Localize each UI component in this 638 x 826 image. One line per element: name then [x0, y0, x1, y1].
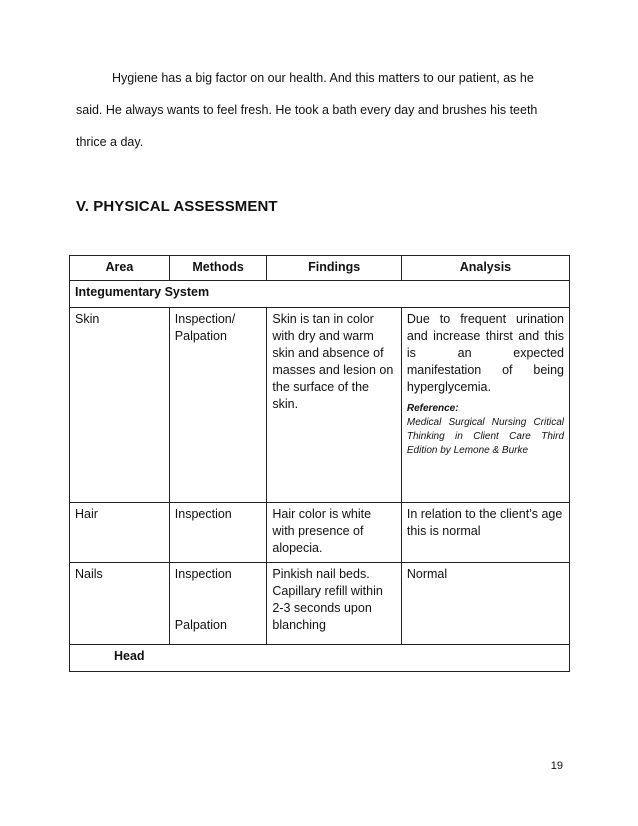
skin-reference-text: Medical Surgical Nursing Critical Thinking in Client Care Third Edition by Lemone & Burke: [406, 417, 564, 456]
intro-paragraph-line-2: [76, 94, 546, 126]
intro-line-3: thrice a day.: [76, 135, 144, 149]
section-row-head: [70, 645, 570, 672]
cell-hair-area: Hair: [70, 503, 170, 563]
cell-skin-findings: Skin is tan in color with dry and warm skin and absence of masses and lesion on the surface of the skin.: [267, 308, 401, 503]
cell-nails-area: Nails: [70, 563, 170, 645]
section-heading: V. PHYSICAL ASSESSMENT: [76, 198, 278, 215]
page-number: 19: [550, 760, 563, 772]
cell-skin-analysis: [401, 308, 569, 503]
section-integumentary-label: Integumentary System: [70, 281, 570, 308]
section-head-label: Head: [70, 645, 570, 672]
cell-hair-analysis: In relation to the client’s age this is normal: [401, 503, 569, 563]
table-header-row: [70, 256, 570, 281]
header-methods: Methods: [169, 256, 267, 281]
intro-line-1: Hygiene has a big factor on our health. And this matters to our patient, as he: [112, 71, 534, 85]
header-findings: Findings: [267, 256, 401, 281]
skin-analysis-text: Due to frequent urination and increase thirst and this is an expected manifestation of being hyperglycemia.: [406, 312, 564, 394]
skin-method-2: Palpation: [174, 329, 227, 343]
table-row-nails: [70, 563, 570, 645]
header-area: Area: [70, 256, 170, 281]
cell-hair-findings: Hair color is white with presence of alopecia.: [267, 503, 401, 563]
skin-reference-label: Reference:: [406, 403, 459, 414]
section-row-integumentary: [70, 281, 570, 308]
intro-paragraph: [76, 62, 546, 94]
header-analysis: Analysis: [401, 256, 569, 281]
cell-nails-analysis: Normal: [401, 563, 569, 645]
cell-nails-methods: [169, 563, 267, 645]
intro-line-2: said. He always wants to feel fresh. He took a bath every day and brushes his teeth: [76, 103, 538, 117]
intro-paragraph-line-3: [76, 126, 546, 158]
physical-assessment-table: [69, 255, 570, 672]
cell-skin-area: Skin: [70, 308, 170, 503]
table-row-skin: [70, 308, 570, 503]
cell-skin-methods: [169, 308, 267, 503]
skin-method-1: Inspection/: [174, 312, 236, 326]
cell-nails-findings: Pinkish nail beds. Capillary refill within 2-3 seconds upon blanching: [267, 563, 401, 645]
nails-method-2: Palpation: [174, 618, 227, 632]
cell-hair-methods: Inspection: [169, 503, 267, 563]
nails-method-1: Inspection: [174, 567, 232, 581]
table-row-hair: [70, 503, 570, 563]
